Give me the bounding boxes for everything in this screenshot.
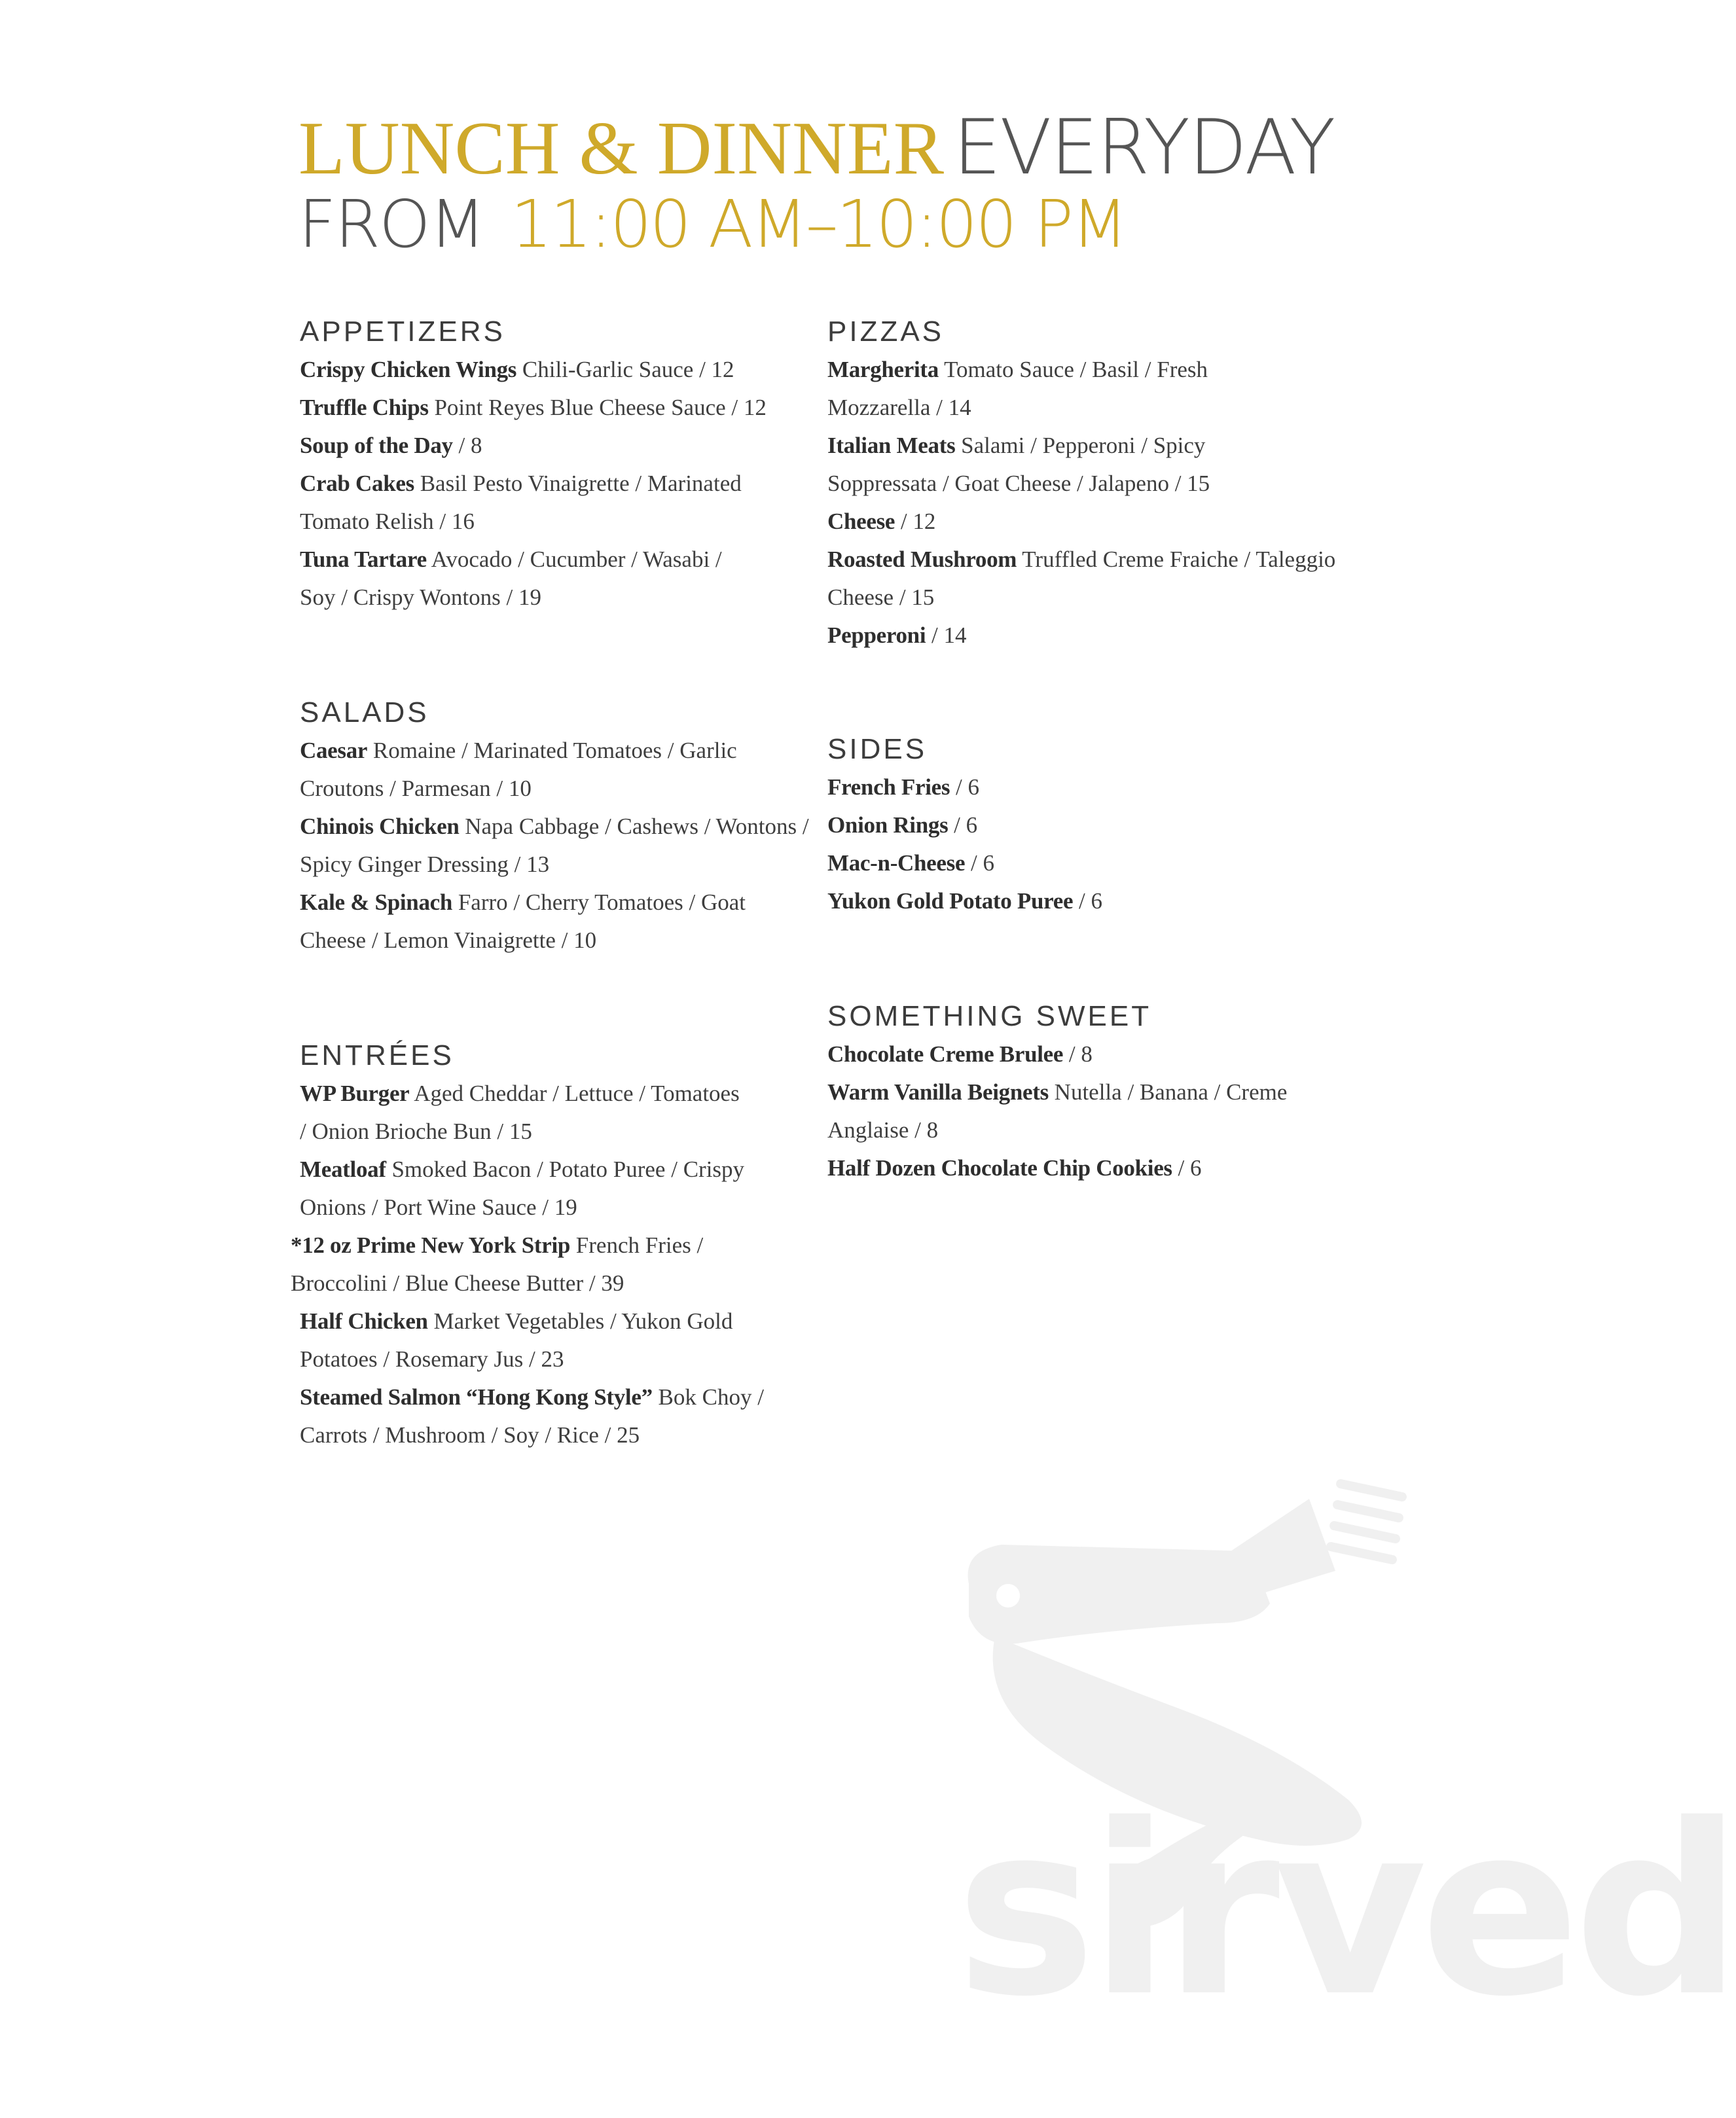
item-name: Crispy Chicken Wings [300,357,517,382]
header-from: FROM [298,186,484,262]
item-desc: / 12 [900,509,936,534]
section-something-sweet [827,997,1364,1187]
item-desc: / 6 [955,774,979,800]
section-title: APPETIZERS [300,315,505,348]
section-salads [300,694,810,960]
item-desc: Market Vegetables / Yukon Gold Potatoes / Rosemary Jus / 23 [300,1308,733,1372]
item-desc: / 6 [1078,888,1102,914]
item-desc: Farro / Cherry Tomatoes / Goat Cheese / Lemon Vinaigrette / 10 [300,889,746,953]
menu-item [300,808,810,884]
menu-item [827,1149,1364,1187]
item-name: Half Chicken [300,1308,428,1334]
item-desc: / 6 [954,812,978,838]
menu-item [827,427,1299,503]
watermark-text: sirved [956,1774,1736,2048]
item-name: Chocolate Creme Brulee [827,1041,1064,1067]
item-desc: Smoked Bacon / Potato Puree / Crispy Onions / Port Wine Sauce / 19 [300,1157,745,1220]
item-name: Margherita [827,357,939,382]
item-desc: / 6 [1178,1155,1202,1181]
item-desc: Basil Pesto Vinaigrette / Marinated Tomato Relish / 16 [300,471,742,534]
item-desc: French Fries / Broccolini / Blue Cheese Butter / 39 [291,1232,704,1296]
item-desc: Nutella / Banana / Creme Anglaise / 8 [827,1079,1288,1143]
item-name: Mac-n-Cheese [827,850,966,876]
section-title: SALADS [300,696,429,728]
item-desc: / 6 [970,850,994,876]
section-sides [827,730,1364,920]
menu-item [827,1073,1312,1149]
header-title: LUNCH & DINNER [298,107,944,190]
header-line-2 [298,186,1334,262]
section-pizzas [827,313,1364,655]
menu-item [300,541,745,617]
menu-item [300,1075,745,1151]
item-name: Caesar [300,738,368,763]
menu-item [300,389,823,427]
item-name: Tuna Tartare [300,547,427,572]
item-name: Steamed Salmon “Hong Kong Style” [300,1384,653,1410]
item-name: Crab Cakes [300,471,414,496]
item-name: *12 oz Prime New York Strip [291,1232,571,1258]
menu-item [827,617,1364,655]
section-title: SOMETHING SWEET [827,1000,1152,1032]
menu-item [827,844,1364,882]
item-name: Chinois Chicken [300,814,460,839]
item-name: French Fries [827,774,950,800]
item-desc: / 14 [931,622,967,648]
item-name: Kale & Spinach [300,889,453,915]
item-name: Soup of the Day [300,433,453,458]
header-line-1 [298,103,1335,192]
menu-item [300,732,771,808]
item-desc: Avocado / Cucumber / Wasabi / Soy / Crispy Wontons / 19 [300,547,722,610]
menu-item [827,1035,1364,1073]
menu-item [300,427,837,465]
menu-item [827,806,1364,844]
item-desc: Napa Cabbage / Cashews / Wontons / Spicy Ginger Dressing / 13 [300,814,809,877]
item-desc: Tomato Sauce / Basil / Fresh Mozzarella / 14 [827,357,1208,420]
item-name: Truffle Chips [300,395,429,420]
menu-item [300,351,810,389]
item-desc: Chili-Garlic Sauce / 12 [522,357,734,382]
item-name: Roasted Mushroom [827,547,1017,572]
menu-item [827,541,1338,617]
item-name: Half Dozen Chocolate Chip Cookies [827,1155,1172,1181]
item-name: Cheese [827,509,895,534]
menu-item [827,503,1364,541]
menu-item [827,351,1220,427]
item-desc: Aged Cheddar / Lettuce / Tomatoes / Onion Brioche Bun / 15 [300,1081,740,1144]
item-name: Italian Meats [827,433,956,458]
section-appetizers [300,313,837,617]
item-desc: / 8 [458,433,482,458]
item-name: Pepperoni [827,622,926,648]
item-desc: / 8 [1068,1041,1093,1067]
item-desc: Point Reyes Blue Cheese Sauce / 12 [434,395,767,420]
item-desc: Bok Choy / Carrots / Mushroom / Soy / Rice / 25 [300,1384,764,1448]
section-title: ENTRÉES [300,1039,454,1071]
menu-item [300,1151,771,1227]
menu-item [291,1227,801,1302]
menu-item [300,1302,784,1378]
menu-header [298,103,1335,262]
section-title: PIZZAS [827,315,945,348]
item-name: WP Burger [300,1081,410,1106]
item-name: Warm Vanilla Beignets [827,1079,1049,1105]
section-title: SIDES [827,733,928,765]
section-entrees [291,1037,823,1454]
item-name: Onion Rings [827,812,949,838]
menu-item [300,465,758,541]
menu-item [827,882,1364,920]
header-hours: 11:00 AM–10:00 PM [511,186,1127,262]
menu-item [300,1378,823,1454]
menu-item [300,884,784,960]
header-everyday: EVERYDAY [952,103,1335,192]
item-desc: Romaine / Marinated Tomatoes / Garlic Croutons / Parmesan / 10 [300,738,737,801]
item-name: Meatloaf [300,1157,386,1182]
item-desc: Truffled Creme Fraiche / Taleggio Cheese / 15 [827,547,1336,610]
item-name: Yukon Gold Potato Puree [827,888,1074,914]
menu-item [827,768,1364,806]
item-desc: Salami / Pepperoni / Spicy Soppressata / Goat Cheese / Jalapeno / 15 [827,433,1210,496]
